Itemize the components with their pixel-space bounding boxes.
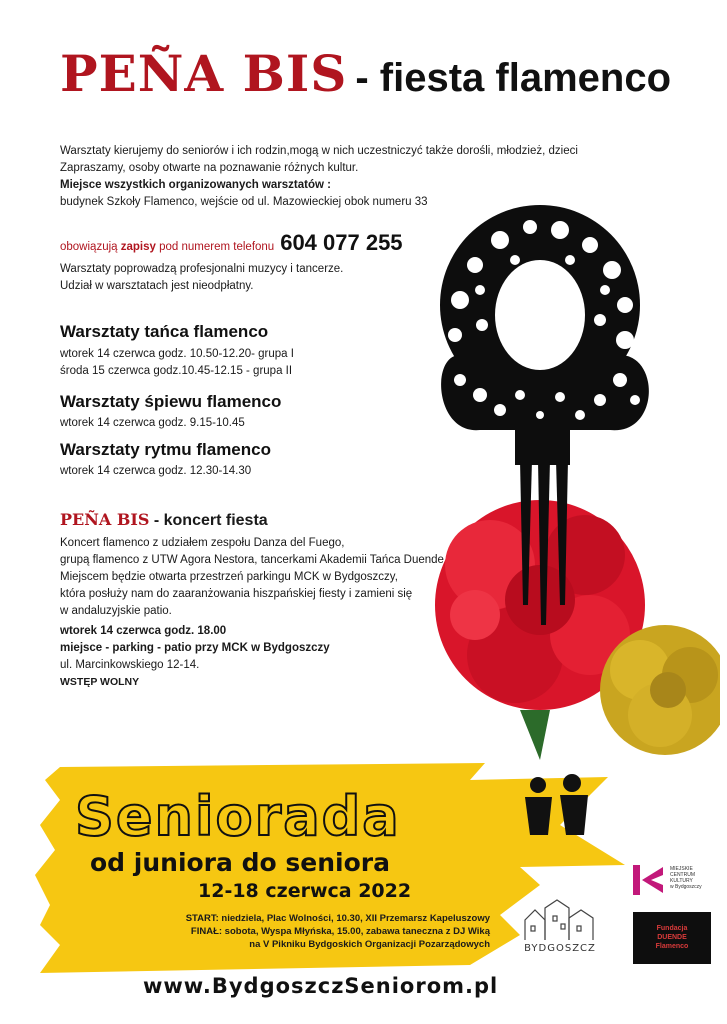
concert-where: miejsce - parking - patio przy MCK w Bydgoszczy [60, 642, 330, 654]
concert-brand: PEÑA BIS [60, 510, 150, 529]
concert-block [60, 535, 444, 691]
concert-when: wtorek 14 czerwca godz. 18.00 [60, 625, 227, 637]
website-link[interactable]: www.BydgoszczSeniorom.pl [143, 974, 499, 998]
flamenco-comb-illustration [420, 205, 720, 765]
seniorada-dates: 12-18 czerwca 2022 [198, 880, 412, 902]
bydgoszcz-logo-text: BYDGOSZCZ [524, 943, 596, 954]
seniorada-title: Seniorada [75, 785, 401, 848]
title-rest: - fiesta flamenco [355, 56, 672, 100]
intro-line: budynek Szkoły Flamenco, wejście od ul. Mazowieckiej obok numeru 33 [60, 196, 428, 208]
seniorada-details [70, 912, 490, 951]
workshop-time: środa 15 czerwca godz.10.45-12.15 - grupa II [60, 365, 293, 377]
intro-block [60, 143, 578, 211]
details-line: START: niedziela, Plac Wolności, 10.30, XII Przemarsz Kapeluszowy [185, 913, 490, 924]
intro-line: Miejsce wszystkich organizowanych warsztatów : [60, 179, 331, 191]
intro-line: Warsztaty kierujemy do seniorów i ich rodzin,mogą w nich uczestniczyć także dorośli, młodzież, dzieci [60, 145, 578, 157]
phone-number: 604 077 255 [280, 230, 403, 255]
concert-title [60, 510, 268, 530]
workshop-title: Warsztaty śpiewu flamenco [60, 392, 282, 411]
concert-line: w andaluzyjskie patio. [60, 605, 172, 617]
concert-title-rest: - koncert fiesta [153, 512, 268, 529]
workshop-time: wtorek 14 czerwca godz. 10.50-12.20- grupa I [60, 348, 294, 360]
details-line: FINAŁ: sobota, Wyspa Młyńska, 15.00, zabawa taneczna z DJ Wiką [190, 926, 490, 937]
workshop-title: Warsztaty rytmu flamenco [60, 440, 271, 459]
duende-logo-text: Fundacja DUENDE Flamenco [655, 925, 689, 950]
brand-name: PEÑA BIS [60, 44, 348, 103]
concert-line: Koncert flamenco z udziałem zespołu Danza del Fuego, [60, 537, 345, 549]
mck-logo-text: MIEJSKIE CENTRUM KULTURY w Bydgoszczy [670, 866, 702, 890]
workshop-time: wtorek 14 czerwca godz. 9.15-10.45 [60, 417, 245, 429]
registration-text: obowiązują zapisy pod numerem telefonu [60, 241, 275, 253]
registration-line [60, 230, 403, 256]
concert-entry: WSTĘP WOLNY [60, 676, 140, 688]
seniorada-slogan: od juniora do seniora [90, 848, 390, 877]
intro-line: Warsztaty poprowadzą profesjonalni muzycy i tancerze. [60, 263, 344, 275]
page-title [60, 44, 700, 104]
details-line: na V Pikniku Bydgoskich Organizacji Pozarządowych [249, 939, 490, 950]
intro-line: Zapraszamy, osoby otwarte na poznawanie różnych kultur. [60, 162, 359, 174]
workshop-title: Warsztaty tańca flamenco [60, 322, 269, 341]
intro2-block [60, 261, 343, 295]
concert-line: grupą flamenco z UTW Agora Nestora, tancerkami Akademii Tańca Duende [60, 554, 444, 566]
intro-line: Udział w warsztatach jest nieodpłatny. [60, 280, 254, 292]
concert-line: która posłuży nam do zaaranżowania hiszpańskiej fiesty i zamieni się [60, 588, 413, 600]
concert-line: Miejscem będzie otwarta przestrzeń parkingu MCK w Bydgoszczy, [60, 571, 398, 583]
concert-address: ul. Marcinkowskiego 12-14. [60, 659, 200, 671]
workshop-time: wtorek 14 czerwca godz. 12.30-14.30 [60, 465, 252, 477]
